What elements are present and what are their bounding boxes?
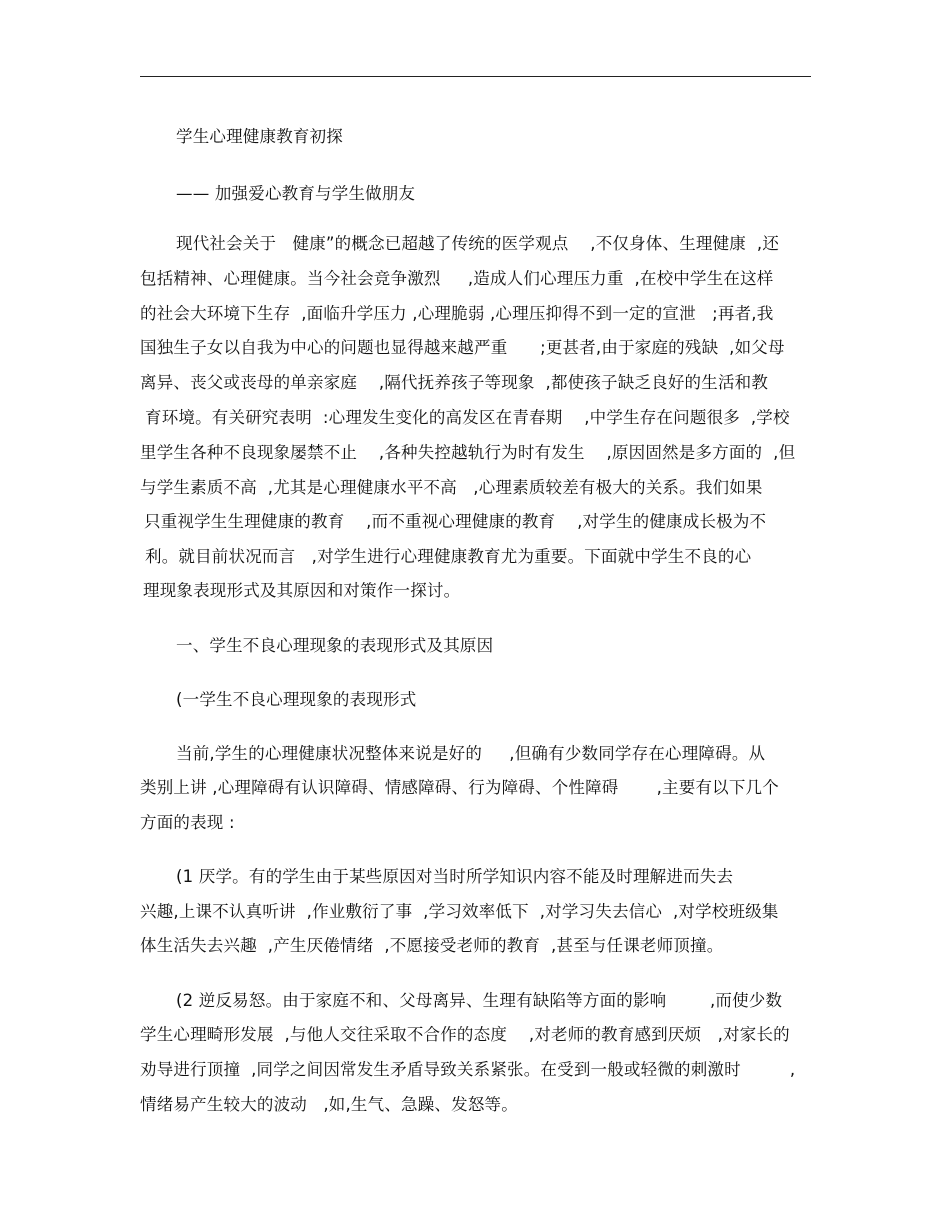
paragraph-line: 离异、丧父或丧母的单亲家庭 ,隔代抚养孩子等现象 ,都使孩子缺乏良好的生活和教 <box>140 373 769 392</box>
paragraph-line: 的社会大环境下生存 ,面临升学压力 ,心理脆弱 ,心理压抑得不到一定的宣泄 ;再者,我 <box>140 304 774 323</box>
header-rule <box>140 76 811 77</box>
paragraph-line: 里学生各种不良现象屡禁不止 ,各种失控越轨行为时有发生 ,原因固然是多方面的 ,但 <box>140 443 796 462</box>
list-item-line: 情绪易产生较大的波动 ,如,生气、急躁、发怒等。 <box>140 1095 518 1114</box>
paragraph-line: 方面的表现 : <box>140 813 235 832</box>
document-title: 学生心理健康教育初探 <box>176 127 343 146</box>
paragraph-line: 当前,学生的心理健康状况整体来说是好的 ,但确有少数同学存在心理障碍。从 <box>176 744 766 763</box>
paragraph-line: 现代社会关于 健康”的概念已超越了传统的医学观点 ,不仅身体、生理健康 ,还 <box>176 234 780 253</box>
paragraph-line: 育环境。有关研究表明 :心理发生变化的高发区在青春期 ,中学生存在问题很多 ,学校 <box>145 408 790 427</box>
list-item-line: 体生活失去兴趣 ,产生厌倦情绪 ,不愿接受老师的教育 ,甚至与任课老师顶撞。 <box>140 936 724 955</box>
document-subtitle: —— 加强爱心教育与学生做朋友 <box>176 184 416 203</box>
paragraph-line: 类别上讲 ,心理障碍有认识障碍、情感障碍、行为障碍、个性障碍 ,主要有以下几个 <box>140 778 779 797</box>
list-item-line: 兴趣,上课不认真听讲 ,作业敷衍了事 ,学习效率低下 ,对学习失去信心 ,对学校班级集 <box>140 902 779 921</box>
list-item-line: 劝导进行顶撞 ,同学之间因常发生矛盾导致关系紧张。在受到一般或轻微的刺激时 , <box>140 1060 796 1079</box>
list-item-line: (1 厌学。有的学生由于某些原因对当时所学知识内容不能及时理解进而失去 <box>176 867 734 886</box>
list-item-line: 学生心理畸形发展 ,与他人交往采取不合作的态度 ,对老师的教育感到厌烦 ,对家长的 <box>140 1025 790 1044</box>
paragraph-line: 只重视学生生理健康的教育 ,而不重视心理健康的教育 ,对学生的健康成长极为不 <box>144 512 767 531</box>
paragraph-line: 利。就目前状况而言 ,对学生进行心理健康教育尤为重要。下面就中学生不良的心 <box>145 547 752 566</box>
paragraph-line: 包括精神、心理健康。当今社会竞争激烈 ,造成人们心理压力重 ,在校中学生在这样 <box>140 269 774 288</box>
paragraph-line: 与学生素质不高 ,尤其是心理健康水平不高 ,心理素质较差有极大的关系。我们如果 <box>140 478 763 497</box>
paragraph-line: 理现象表现形式及其原因和对策作一探讨。 <box>143 581 461 600</box>
subsection-heading: (一学生不良心理现象的表现形式 <box>176 690 417 709</box>
list-item-line: (2 逆反易怒。由于家庭不和、父母离异、生理有缺陷等方面的影响 ,而使少数 <box>176 991 783 1010</box>
paragraph-line: 国独生子女以自我为中心的问题也显得越来越严重 ;更甚者,由于家庭的残缺 ,如父母 <box>140 338 785 357</box>
section-heading: 一、学生不良心理现象的表现形式及其原因 <box>176 636 494 655</box>
